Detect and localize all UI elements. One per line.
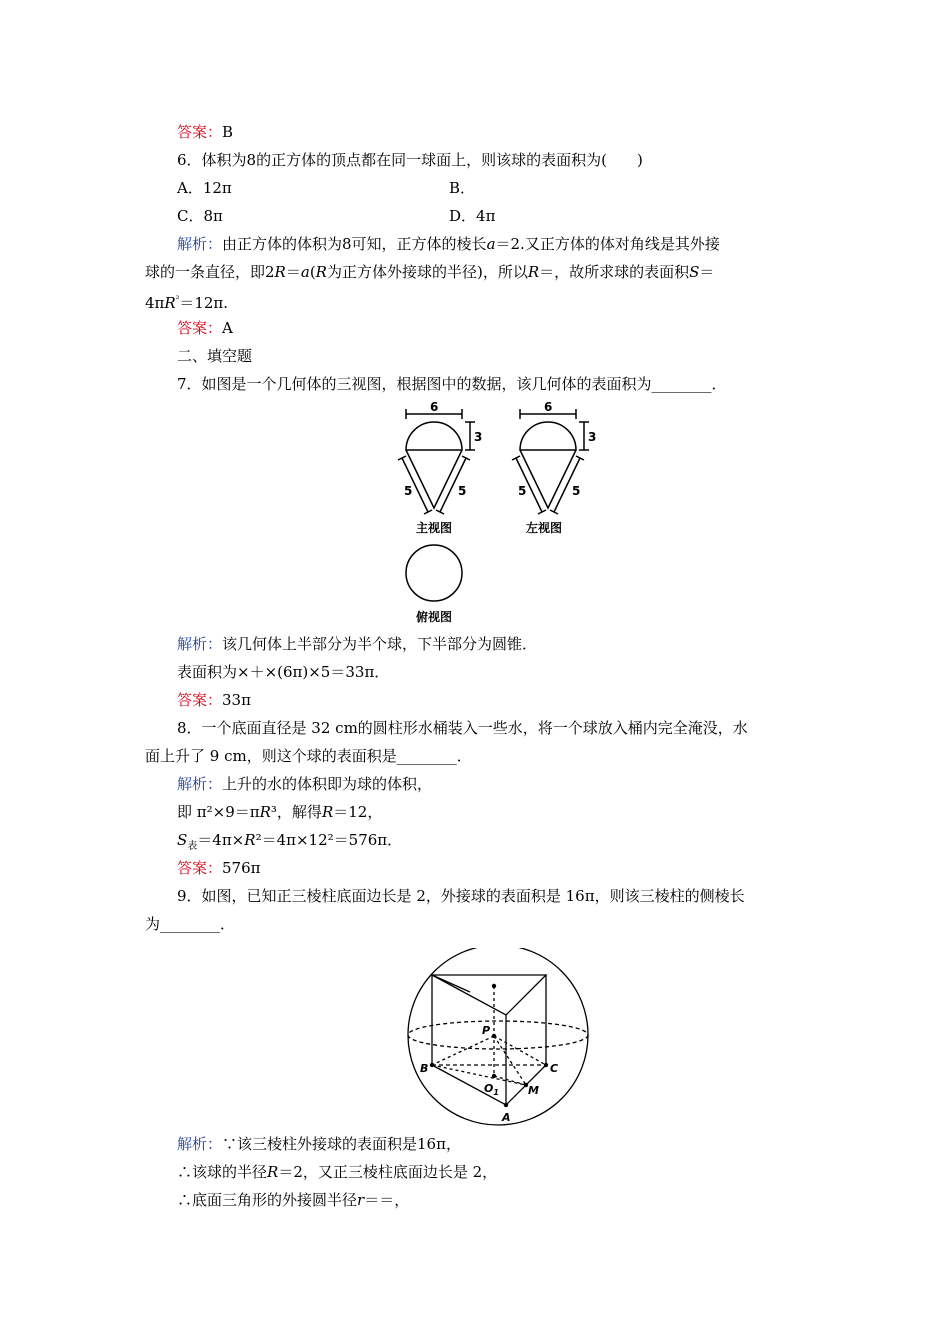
text: ＝12π. [179, 294, 229, 312]
label-O1 [484, 1082, 499, 1097]
front-view-drawing [398, 409, 475, 514]
dim-height-label: 3 [474, 430, 483, 444]
side-view-caption: 左视图 [526, 521, 563, 535]
label-O1-letter: O [484, 1082, 494, 1095]
text: ∴该球的半径 [177, 1163, 268, 1181]
dim-width-label: 6 [544, 400, 553, 414]
text: ＝ [699, 263, 715, 281]
q6-answer: A [222, 319, 233, 337]
dim-width-label: 6 [430, 400, 439, 414]
text: ＝12， [333, 803, 383, 821]
side-view-drawing [512, 409, 589, 514]
label-P: P [482, 1024, 491, 1037]
q9-prism-sphere-figure [400, 948, 600, 1128]
text: ²＝4π×12²＝576π． [255, 831, 403, 849]
q6-analysis-line-3 [145, 290, 228, 313]
q5-answer-line [177, 122, 233, 142]
q6-stem: 6．体积为8的正方体的顶点都在同一球面上，则该球的表面积为( ) [177, 151, 643, 169]
analysis-label: 解析： [177, 635, 223, 653]
text: 球的一条直径，即2 [145, 263, 275, 281]
q6-option-b: B． [449, 179, 476, 197]
text: 该几何体上半部分为半个球，下半部分为圆锥． [222, 635, 538, 653]
var-a: a [486, 235, 496, 253]
q7-three-view-figure [370, 400, 600, 630]
label-M: M [528, 1084, 539, 1097]
label-B: B [420, 1062, 429, 1075]
answer-label: 答案： [177, 319, 223, 337]
text: 上升的水的体积即为球的体积， [222, 775, 433, 793]
text: ＝＝， [364, 1191, 410, 1209]
q8-answer-line [177, 858, 261, 878]
q8-analysis-line-2 [177, 802, 382, 822]
dim-slant-label: 5 [518, 484, 527, 498]
var-R: R [274, 263, 286, 281]
q6-option-a: A．12π [177, 179, 232, 197]
label-O1-subscript: 1 [493, 1088, 499, 1097]
analysis-label: 解析： [177, 1135, 223, 1153]
q9-stem-line-2: 为________． [145, 915, 236, 933]
q7-answer-line [177, 690, 251, 710]
analysis-label: 解析： [177, 235, 223, 253]
var-R: R [321, 803, 334, 821]
q8-analysis-line-3 [177, 830, 402, 857]
var-R: R [267, 1163, 279, 1181]
var-R: R [164, 294, 176, 312]
text: 为正方体外接球的半径)，所以 [326, 263, 528, 281]
text: 即 π²×9＝π [177, 803, 260, 821]
subscript: 表 [187, 841, 198, 852]
q8-stem-line-2: 面上升了 9 cm，则这个球的表面积是________． [145, 747, 472, 765]
text: ＝4π× [197, 831, 245, 849]
label-C: C [550, 1062, 559, 1075]
text: ＝2，又正三棱柱底面边长是 2， [278, 1163, 498, 1181]
front-view-caption: 主视图 [416, 521, 453, 535]
q6-analysis-line-1 [177, 234, 720, 254]
q9-stem-line-1: 9．如图，已知正三棱柱底面边长是 2，外接球的表面积是 16π，则该三棱柱的侧棱长 [177, 887, 745, 905]
var-r: r [357, 1191, 365, 1209]
text: ＝，故所求球的表面积 [539, 263, 690, 281]
section-heading: 二、填空题 [177, 347, 253, 365]
dim-slant-label: 5 [572, 484, 581, 498]
q9-analysis-line-2 [177, 1162, 497, 1182]
q9-analysis-line-1 [177, 1134, 461, 1154]
var-R: R [315, 263, 327, 281]
answer-label: 答案： [177, 859, 223, 877]
var-S: S [177, 831, 188, 849]
dim-height-label: 3 [588, 430, 597, 444]
var-R: R [259, 803, 271, 821]
var-R: R [527, 263, 540, 281]
dim-slant-label: 5 [404, 484, 413, 498]
answer-label: 答案： [177, 691, 223, 709]
q8-stem-line-1: 8．一个底面直径是 32 cm的圆柱形水桶装入一些水，将一个球放入桶内完全淹没，水 [177, 719, 748, 737]
superscript: ² [175, 295, 180, 305]
equator-dashed [408, 1021, 588, 1049]
top-view-caption: 俯视图 [416, 610, 453, 624]
text: ∵该三棱柱外接球的表面积是16π， [222, 1135, 461, 1153]
text: ( [309, 263, 316, 281]
var-S: S [689, 263, 700, 281]
q6-analysis-line-2 [145, 262, 714, 282]
var-a: a [300, 263, 310, 281]
top-triangle [432, 975, 546, 1015]
q7-analysis-line-2: 表面积为×＋×(6π)×5＝33π． [177, 663, 390, 681]
text: 4π [145, 294, 165, 312]
text: ＝ [285, 263, 301, 281]
text: ∴底面三角形的外接圆半径 [177, 1191, 358, 1209]
dim-slant-label: 5 [458, 484, 467, 498]
q7-stem: 7．如图是一个几何体的三视图，根据图中的数据，该几何体的表面积为________． [177, 375, 727, 393]
text: ³，解得 [270, 803, 322, 821]
q8-analysis-line-1 [177, 774, 432, 794]
text: 由正方体的体积为8可知，正方体的棱长 [222, 235, 487, 253]
q6-option-d: D．4π [449, 207, 496, 225]
label-A: A [502, 1111, 511, 1124]
q6-option-c: C．8π [177, 207, 223, 225]
q7-answer: 33π [222, 691, 251, 709]
q9-analysis-line-3 [177, 1190, 409, 1210]
top-view-circle [406, 545, 462, 601]
q5-answer: B [222, 123, 234, 141]
answer-label: 答案： [177, 123, 223, 141]
q6-answer-line [177, 318, 233, 338]
q7-analysis-line-1 [177, 634, 537, 654]
text: ＝2.又正方体的体对角线是其外接 [495, 235, 720, 253]
analysis-label: 解析： [177, 775, 223, 793]
var-R: R [244, 831, 256, 849]
q8-answer: 576π [222, 859, 261, 877]
